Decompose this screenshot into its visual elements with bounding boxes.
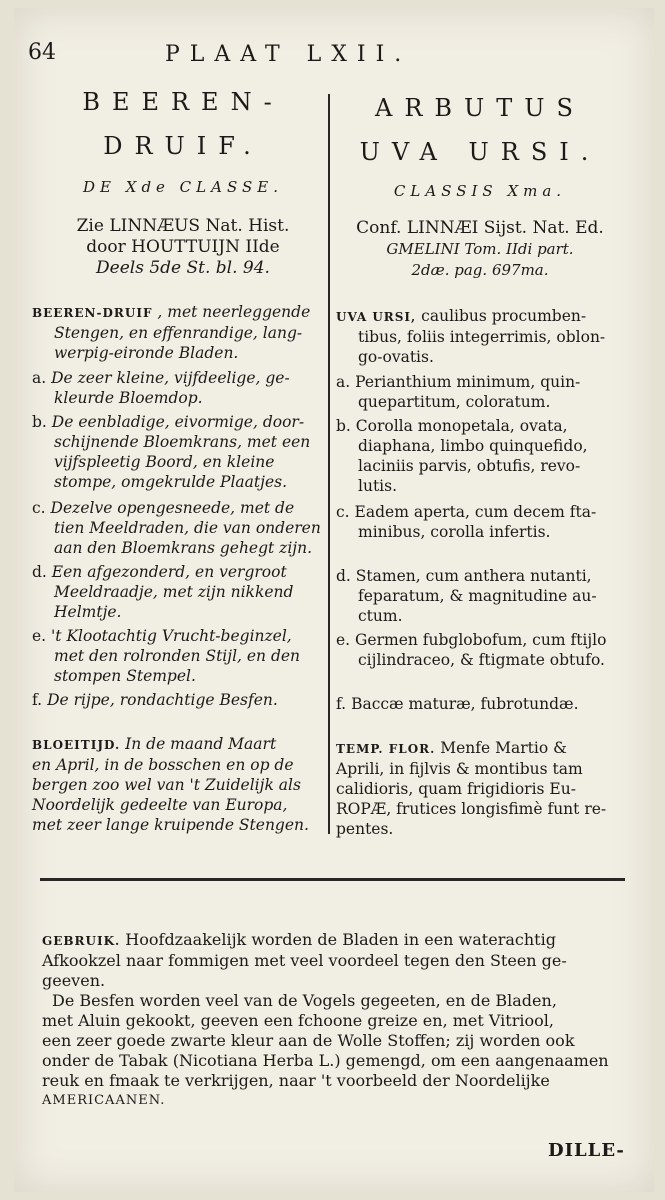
right-ref-line2: GMELINI Tom. IIdi part. bbox=[386, 240, 574, 258]
right-intro-line1: caulibus procumben- bbox=[421, 307, 587, 325]
left-intro-lead: BEEREN-DRUIF bbox=[32, 306, 153, 320]
left-d-line1: Een afgezonderd, en vergroot bbox=[51, 563, 287, 581]
left-e-line3: stompen Stempel. bbox=[54, 667, 196, 685]
left-c-line2: tien Meeldraden, die van onderen bbox=[54, 519, 321, 537]
right-item-f bbox=[336, 694, 631, 714]
right-c-label: c. bbox=[336, 503, 350, 521]
right-ref-line1: Conf. LINNÆI Sijst. Nat. Ed. bbox=[356, 218, 604, 238]
right-a-line1: Perianthium minimum, quin- bbox=[355, 373, 581, 391]
left-intro-line3: werpig-eironde Bladen. bbox=[54, 344, 239, 362]
left-d-line3: Helmtje. bbox=[54, 603, 122, 621]
right-item-c bbox=[336, 502, 631, 542]
right-b-line4: lutis. bbox=[358, 477, 398, 495]
right-f-line1: Baccæ maturæ, fubrotundæ. bbox=[351, 695, 579, 713]
left-intro-line1: , met neerleggende bbox=[157, 303, 311, 321]
right-d-line2: feparatum, & magnitudine au- bbox=[358, 587, 597, 605]
left-e-line2: met den rolronden Stijl, en den bbox=[54, 647, 301, 665]
left-f-line1: De rijpe, rondachtige Besfen. bbox=[47, 691, 278, 709]
right-f-label: f. bbox=[336, 695, 347, 713]
gebruik-line1: Hoofdzaakelijk worden de Bladen in een waterachtig bbox=[125, 930, 556, 949]
left-b-label: b. bbox=[32, 413, 47, 431]
column-divider bbox=[328, 94, 330, 834]
right-b-label: b. bbox=[336, 417, 351, 435]
left-item-f bbox=[32, 690, 322, 710]
left-bloei-line1: In de maand Maart bbox=[125, 735, 277, 753]
gebruik-lead: GEBRUIK. bbox=[42, 934, 121, 948]
right-intro-line2: tibus, foliis integerrimis, oblon- bbox=[358, 328, 606, 346]
para2-line6: AMERICAANEN. bbox=[42, 1093, 166, 1108]
right-intro-lead: UVA URSI, bbox=[336, 310, 417, 324]
left-item-b bbox=[32, 412, 322, 492]
gebruik-line3: geeven. bbox=[42, 971, 106, 990]
right-b-line2: diaphana, limbo quinquefido, bbox=[358, 437, 588, 455]
right-title-line1: ARBUTUS bbox=[375, 94, 585, 122]
para2-line1: De Besfen worden veel van de Vogels gegeeten, en de Bladen, bbox=[52, 991, 557, 1010]
right-temp-line2: Aprili, in fijlvis & montibus tam bbox=[336, 760, 583, 778]
left-b-line4: stompe, omgekrulde Plaatjes. bbox=[54, 473, 288, 491]
left-b-line3: vijfspleetig Boord, en kleine bbox=[54, 453, 275, 471]
left-c-line3: aan den Bloemkrans gehegt zijn. bbox=[54, 539, 313, 557]
left-d-label: d. bbox=[32, 563, 47, 581]
gebruik-section bbox=[42, 930, 632, 1111]
left-c-label: c. bbox=[32, 499, 46, 517]
right-b-line1: Corolla monopetala, ovata, bbox=[355, 417, 568, 435]
left-title-line1: BEEREN- bbox=[82, 88, 284, 116]
right-temp-line5: pentes. bbox=[336, 820, 394, 838]
left-title-line2: DRUIF. bbox=[103, 132, 263, 160]
left-a-label: a. bbox=[32, 369, 47, 387]
right-temp-line3: calidioris, quam frigidioris Eu- bbox=[336, 780, 576, 798]
left-a-line1: De zeer kleine, vijfdeelige, ge- bbox=[51, 369, 290, 387]
left-bloei-line2: en April, in de bosschen en op de bbox=[32, 756, 294, 774]
para2-line3: een zeer goede zwarte kleur aan de Wolle Stoffen; zij worden ook bbox=[42, 1031, 575, 1050]
right-title-line2: UVA URSI. bbox=[359, 138, 601, 166]
left-bloei-line5: met zeer lange kruipende Stengen. bbox=[32, 816, 309, 834]
para2-line2: met Aluin gekookt, geeven een fchoone greize en, met Vitriool, bbox=[42, 1011, 554, 1030]
left-b-line1: De eenbladige, eivormige, door- bbox=[51, 413, 305, 431]
left-a-line2: kleurde Bloemdop. bbox=[54, 389, 203, 407]
right-item-a bbox=[336, 372, 631, 412]
left-ref-line3: Deels 5de St. bl. 94. bbox=[96, 258, 270, 278]
left-intro bbox=[32, 302, 322, 363]
para2-line4: onder de Tabak (Nicotiana Herba L.) gemengd, om een aangenaamen bbox=[42, 1051, 609, 1070]
right-ref-line3: 2dæ. pag. 697ma. bbox=[411, 261, 549, 279]
left-ref-line2: door HOUTTUIJN IIde bbox=[86, 237, 280, 257]
right-temp-flor bbox=[336, 738, 631, 839]
right-b-line3: laciniis parvis, obtufis, revo- bbox=[358, 457, 581, 475]
right-temp-line1: Menfe Martio & bbox=[440, 739, 567, 757]
right-classis: CLASSIS Xma. bbox=[393, 182, 567, 200]
right-a-label: a. bbox=[336, 373, 351, 391]
right-d-line3: ctum. bbox=[358, 607, 403, 625]
right-d-label: d. bbox=[336, 567, 351, 585]
right-e-line2: cijlindraceo, & ftigmate obtufo. bbox=[358, 651, 605, 669]
left-e-line1: 't Klootachtig Vrucht-beginzel, bbox=[51, 627, 292, 645]
plate-title: PLAAT LXII. bbox=[165, 42, 412, 67]
left-item-a bbox=[32, 368, 322, 408]
right-e-line1: Germen fubglobofum, cum ftijlo bbox=[355, 631, 607, 649]
right-e-label: e. bbox=[336, 631, 351, 649]
left-classe: DE Xde CLASSE. bbox=[83, 178, 283, 196]
page-number: 64 bbox=[28, 40, 56, 65]
left-bloeitijd-lead: BLOEITIJD. bbox=[32, 738, 121, 752]
left-bloei-line3: bergen zoo wel van 't Zuidelijk als bbox=[32, 776, 301, 794]
right-d-line1: Stamen, cum anthera nutanti, bbox=[355, 567, 592, 585]
left-f-label: f. bbox=[32, 691, 43, 709]
left-bloeitijd bbox=[32, 734, 322, 835]
left-ref-line1: Zie LINNÆUS Nat. Hist. bbox=[76, 216, 290, 236]
right-item-d bbox=[336, 566, 631, 626]
left-bloei-line4: Noordelijk gedeelte van Europa, bbox=[32, 796, 288, 814]
para2-line5: reuk en fmaak te verkrijgen, naar 't voorbeeld der Noordelijke bbox=[42, 1071, 550, 1090]
left-item-e bbox=[32, 626, 322, 686]
gebruik-line2: Afkookzel naar fommigen met veel voordeel tegen den Steen ge- bbox=[42, 951, 567, 970]
left-item-d bbox=[32, 562, 322, 622]
left-c-line1: Dezelve opengesneede, met de bbox=[50, 499, 295, 517]
left-intro-line2: Stengen, en effenrandige, lang- bbox=[54, 324, 303, 342]
left-e-label: e. bbox=[32, 627, 47, 645]
right-intro-line3: go-ovatis. bbox=[358, 348, 434, 366]
right-intro bbox=[336, 306, 631, 367]
left-b-line2: schijnende Bloemkrans, met een bbox=[54, 433, 311, 451]
right-item-e bbox=[336, 630, 631, 670]
left-item-c bbox=[32, 498, 322, 558]
right-temp-line4: ROPÆ, frutices longisfimè funt re- bbox=[336, 800, 607, 818]
right-temp-lead: TEMP. FLOR. bbox=[336, 742, 436, 756]
right-c-line2: minibus, corolla infertis. bbox=[358, 523, 551, 541]
right-a-line2: quepartitum, coloratum. bbox=[358, 393, 551, 411]
catchword: DILLE- bbox=[548, 1140, 625, 1161]
right-item-b bbox=[336, 416, 631, 496]
right-c-line1: Eadem aperta, cum decem fta- bbox=[354, 503, 597, 521]
left-d-line2: Meeldraadje, met zijn nikkend bbox=[54, 583, 294, 601]
section-separator bbox=[40, 878, 625, 881]
